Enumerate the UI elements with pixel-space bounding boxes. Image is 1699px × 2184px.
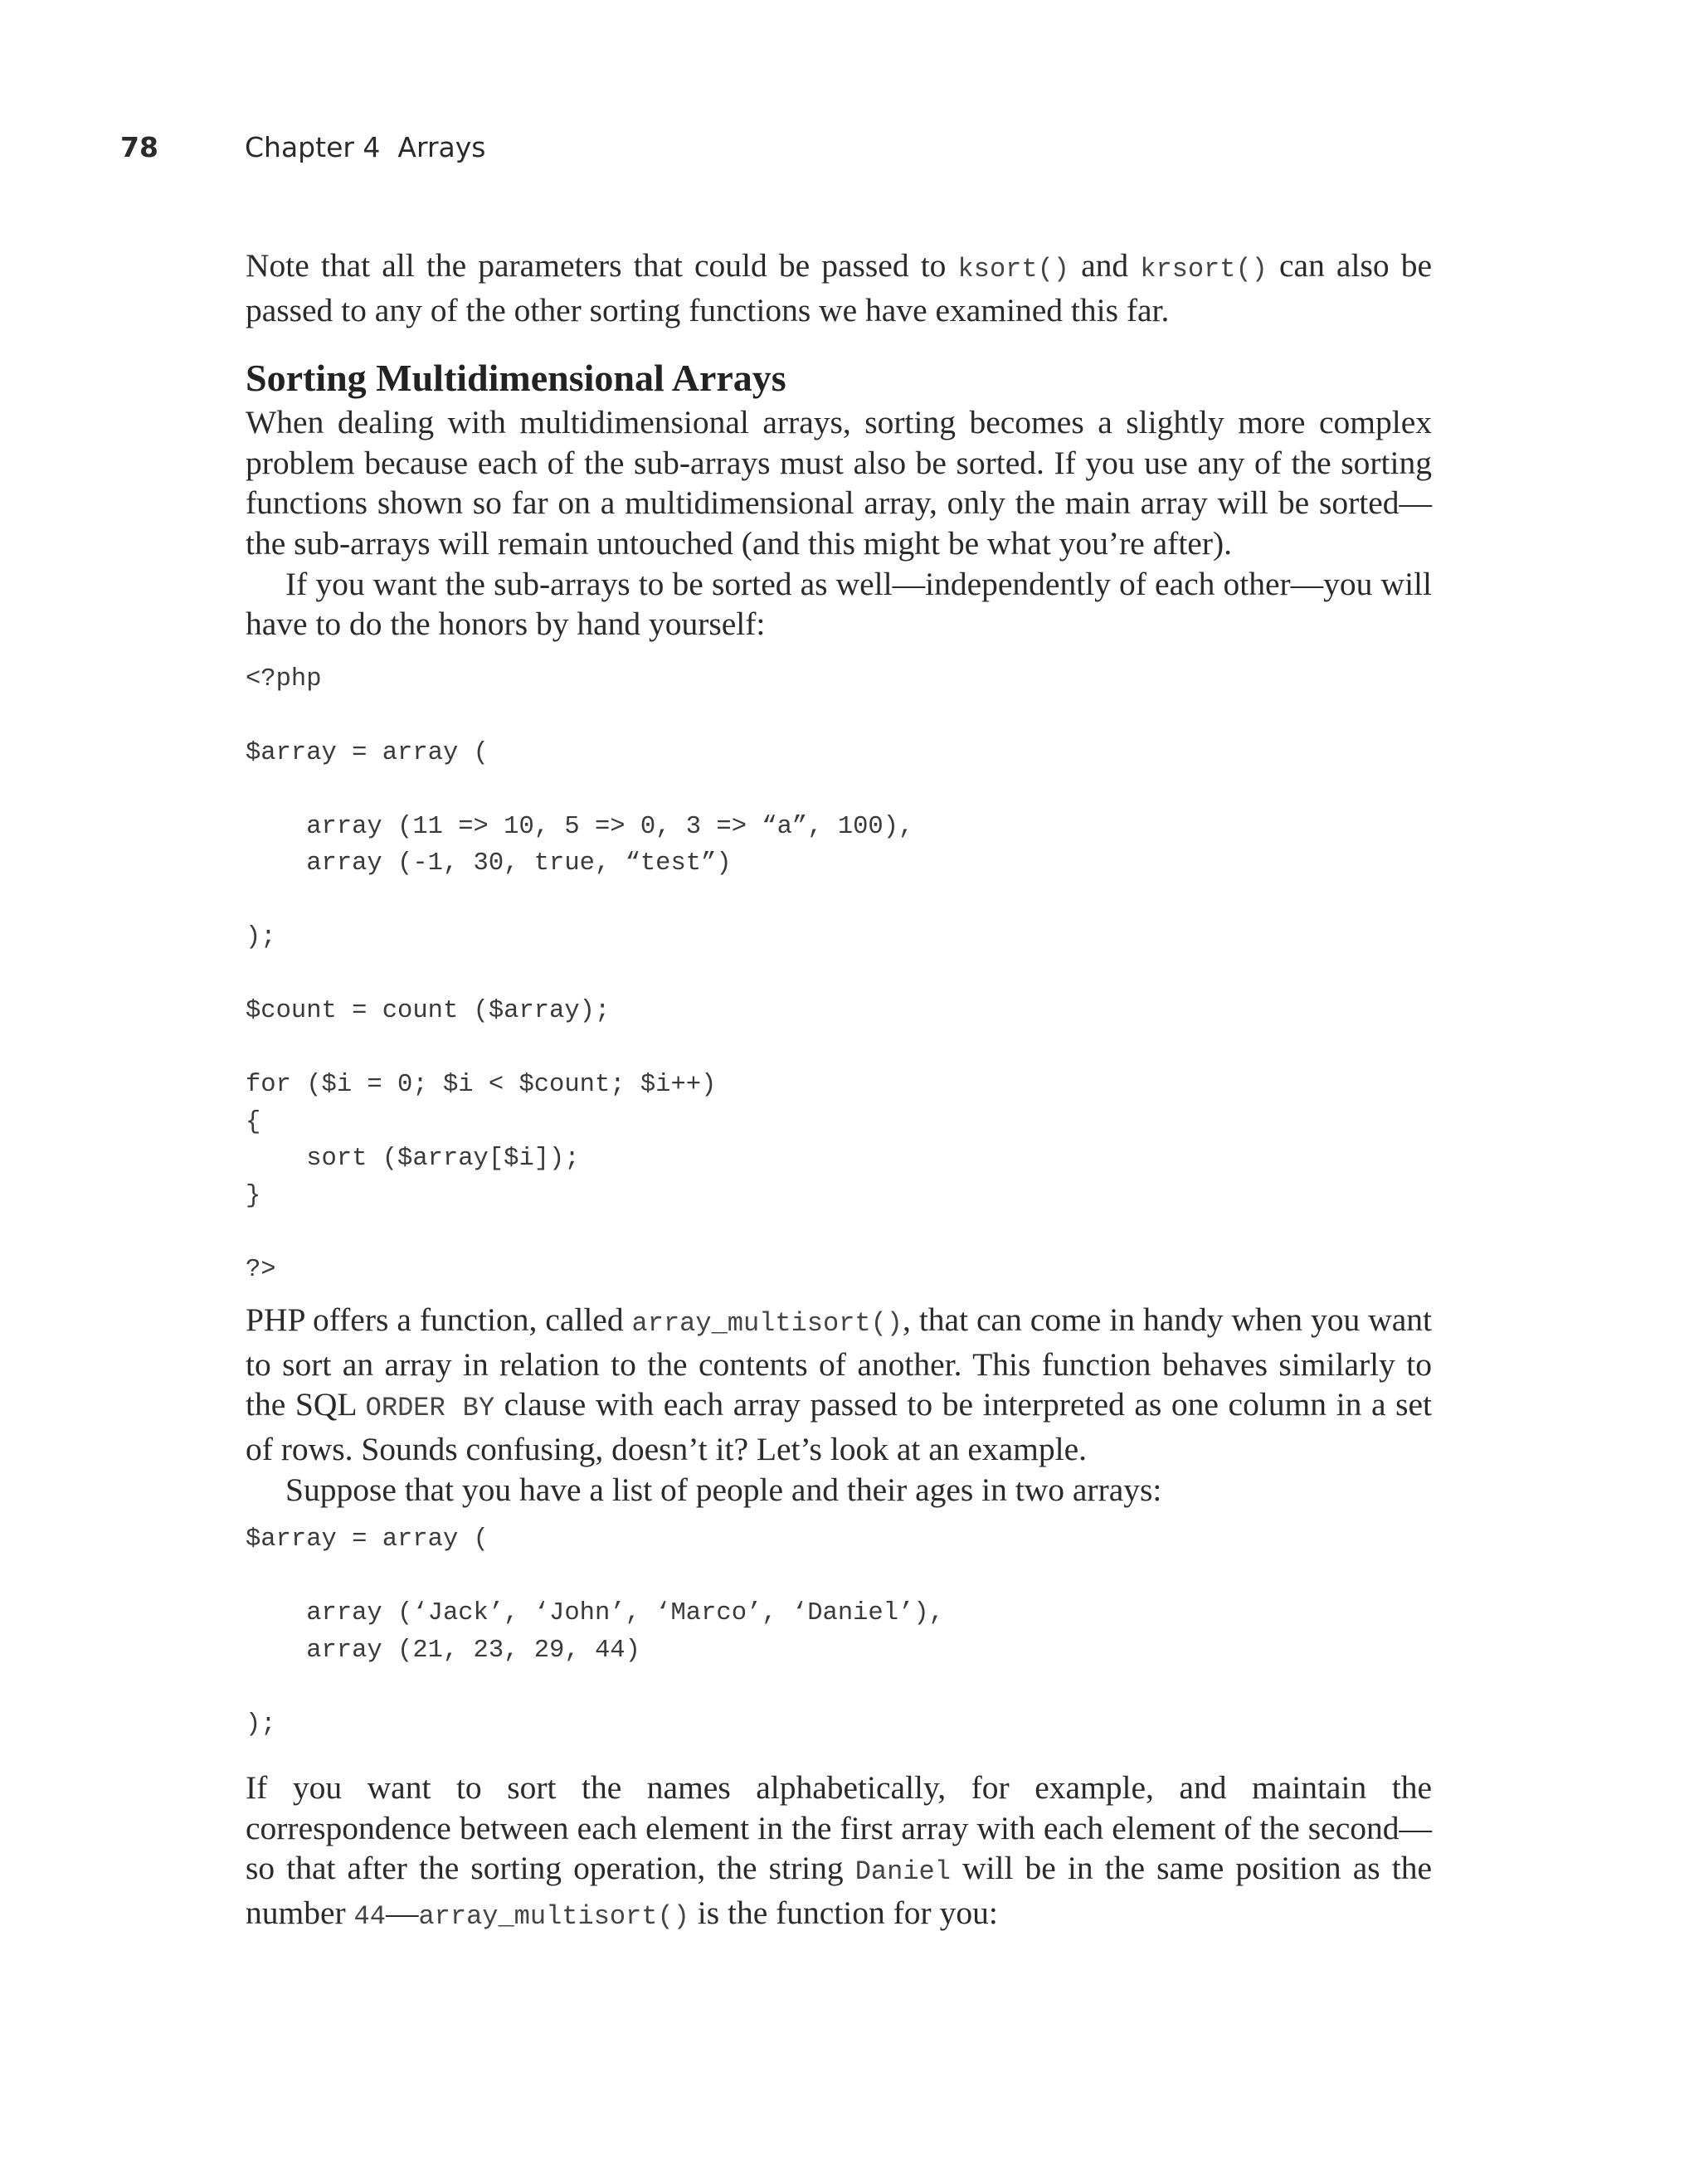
chapter-title: Chapter 4 Arrays xyxy=(245,131,486,163)
final-paragraph xyxy=(246,1768,1432,1937)
krsort-code: krsort() xyxy=(1140,254,1268,285)
final-text-1: If you want to sort the names alphabetically, for example, and maintain the correspondence between each element in the first array with each element of the second—so that after the sorting operation, the string xyxy=(246,1769,1432,1887)
section-paragraph-1: When dealing with multidimensional arrays, sorting becomes a slightly more complex problem because each of the sub-arrays must also be sorted. If you use any of the sorting functions shown so far on a multidimensional array, only the main array will be sorted—the sub-arrays will remain untouched (and this might be what you’re after). xyxy=(246,404,1432,562)
page-number: 78 xyxy=(120,131,158,163)
multisort-paragraph xyxy=(246,1300,1432,1469)
daniel-code: Daniel xyxy=(854,1856,951,1888)
final-dash: — xyxy=(385,1895,419,1931)
number-44-code: 44 xyxy=(353,1901,386,1932)
running-head xyxy=(120,131,485,163)
intro-text-and: and xyxy=(1069,247,1141,284)
array-multisort-code-2: array_multisort() xyxy=(418,1901,689,1932)
code-listing-people-ages: $array = array ( array (‘Jack’, ‘John’, ‘Marco’, ‘Daniel’), array (21, 23, 29, 44) ); xyxy=(246,1525,944,1739)
page-body xyxy=(246,246,1432,1938)
multisort-text-2: , that can come in handy when you want to sort an array in relation to the contents of another. This function behaves similarly to the SQL xyxy=(246,1301,1432,1423)
people-ages-paragraph: Suppose that you have a list of people and their ages in two arrays: xyxy=(285,1471,1162,1508)
section-heading: Sorting Multidimensional Arrays xyxy=(246,357,786,400)
order-by-code: ORDER BY xyxy=(365,1393,495,1424)
ksort-code: ksort() xyxy=(957,254,1069,285)
code-listing-sort-subarrays: <?php $array = array ( array (11 => 10, 5 => 0, 3 => “a”, 100), array (-1, 30, true, “test”) ); $count = count ($array); for ($i = 0; $i < $count; $i++) { sort ($array[$i]); } ?> xyxy=(246,664,914,1284)
intro-text-after: can also be passed to any of the other sorting functions we have examined this far. xyxy=(246,247,1432,328)
multisort-text-1: PHP offers a function, called xyxy=(246,1301,632,1339)
array-multisort-code: array_multisort() xyxy=(631,1308,903,1340)
section-paragraph-2: If you want the sub-arrays to be sorted as well—independently of each other—you will have to do the honors by hand yourself: xyxy=(246,565,1432,643)
final-text-2: will be in the same position as the number xyxy=(246,1850,1432,1931)
final-text-3: is the function for you: xyxy=(689,1895,998,1931)
intro-text: Note that all the parameters that could be passed to xyxy=(246,247,958,284)
intro-paragraph xyxy=(246,246,1432,330)
multisort-text-3: clause with each array passed to be interpreted as one column in a set of rows. Sounds confusing, doesn’t it? Let’s look at an example. xyxy=(246,1386,1433,1468)
